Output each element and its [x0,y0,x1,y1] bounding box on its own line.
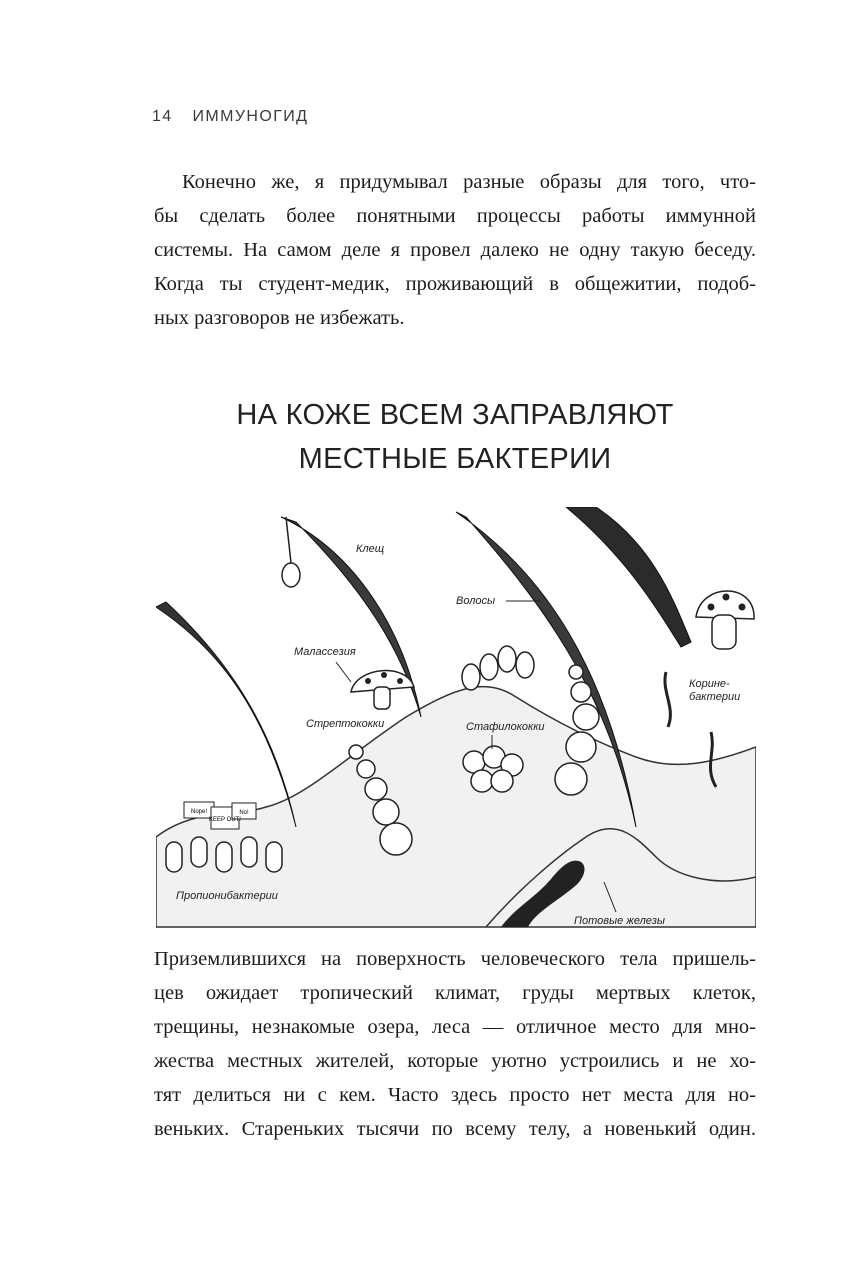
text-line: системы. На самом деле я провел далеко не одну такую беседу. [154,239,756,261]
text-line: жества местных жителей, которые уютно устроились и не хо- [154,1050,756,1072]
book-title: ИММУНОГИД [192,108,309,125]
paragraph-1 [154,165,756,335]
mushroom-small-icon [351,671,414,709]
skin-bacteria-illustration [156,507,756,932]
label-corynebacteria-2: бактерии [689,691,741,703]
paragraph-2 [154,942,756,1146]
label-propionibacteria: Пропионибактерии [176,890,278,902]
text-line: Приземлившихся на поверхность человеческого тела пришель- [154,948,756,970]
label-streptococci: Стрептококки [306,718,385,730]
mushroom-large-icon [696,591,754,649]
malassezia-cells-icon [462,646,534,690]
text-line: бы сделать более понятными процессы работы иммунной [154,205,756,227]
running-head [152,108,308,130]
hair-strand [566,507,691,647]
sign-text: KEEP OUT! [209,817,241,823]
text-line: цев ожидает тропический климат, груды мертвых клеток, [154,982,756,1004]
label-staphylococci: Стафилококки [466,721,545,733]
text-line: трещины, незнакомые озера, леса — отличное место для мно- [154,1016,756,1038]
arrow [336,662,351,682]
sign-text: No! [239,810,249,816]
text-line: ных разговоров не избежать. [154,307,405,329]
illustration-drawing [156,507,756,932]
page-number: 14 [152,108,173,125]
label-mite: Клещ [356,543,385,555]
text-line: веньких. Стареньких тысячи по всему телу, а новенький один. [154,1118,756,1140]
label-sweat-glands: Потовые железы [574,915,665,927]
hair-strand [156,602,296,827]
sign-text: Nope! [190,809,208,815]
label-malassezia: Малассезия [294,646,356,658]
heading-line: НА КОЖЕ ВСЕМ ЗАПРАВЛЯЮТ [236,399,674,431]
mite-icon [282,517,300,587]
label-hair: Волосы [456,595,496,607]
heading-line: МЕСТНЫЕ БАКТЕРИИ [298,443,612,475]
label-corynebacteria-1: Корине- [689,678,730,690]
section-heading [154,393,756,481]
text-line: тят делиться ни с кем. Часто здесь просто нет места для но- [154,1084,756,1106]
text-line: Когда ты студент-медик, проживающий в общежитии, подоб- [154,273,756,295]
text-line: Конечно же, я придумывал разные образы для того, что- [182,171,756,193]
